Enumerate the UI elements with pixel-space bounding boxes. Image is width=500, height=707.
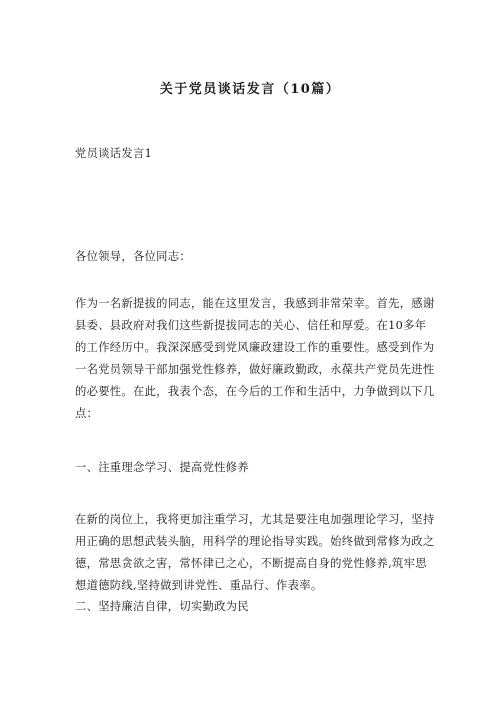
- document-title: 关于党员谈话发言（10篇）: [159, 82, 341, 97]
- section-heading-1: 一、注重理念学习、提高党性修养: [75, 461, 249, 474]
- section-subheading: 党员谈话发言1: [75, 147, 153, 160]
- body-paragraph-2: 在新的岗位上，我将更加注重学习，尤其是要注电加强理论学习，坚持用正确的思想武装头脑，用科学的理论指导实践。始终做到常修为政之德，常思贪欲之害，常怀律已之心，不断提高自身的党性修养,筑牢思想道德防线,坚持做到讲党性、重品行、作表率。: [75, 513, 435, 592]
- body-paragraph-1: 作为一名新提拔的同志，能在这里发言，我感到非常荣幸。首先，感谢县委、县政府对我们这些新提拔同志的关心、信任和厚爱。在10多年的工作经历中。我深深感受到党风廉政建设工作的重要性。感受到作为一名党员领导干部加强党性修养，做好廉政勤政，永葆共产党员先进性的必要性。在此，我表个态，在今后的工作和生活中，力争做到以下几点：: [75, 297, 435, 420]
- greeting-line: 各位领导，各位同志：: [75, 250, 191, 263]
- section-heading-2: 二、坚持廉洁自律，切实勤政为民: [75, 600, 249, 613]
